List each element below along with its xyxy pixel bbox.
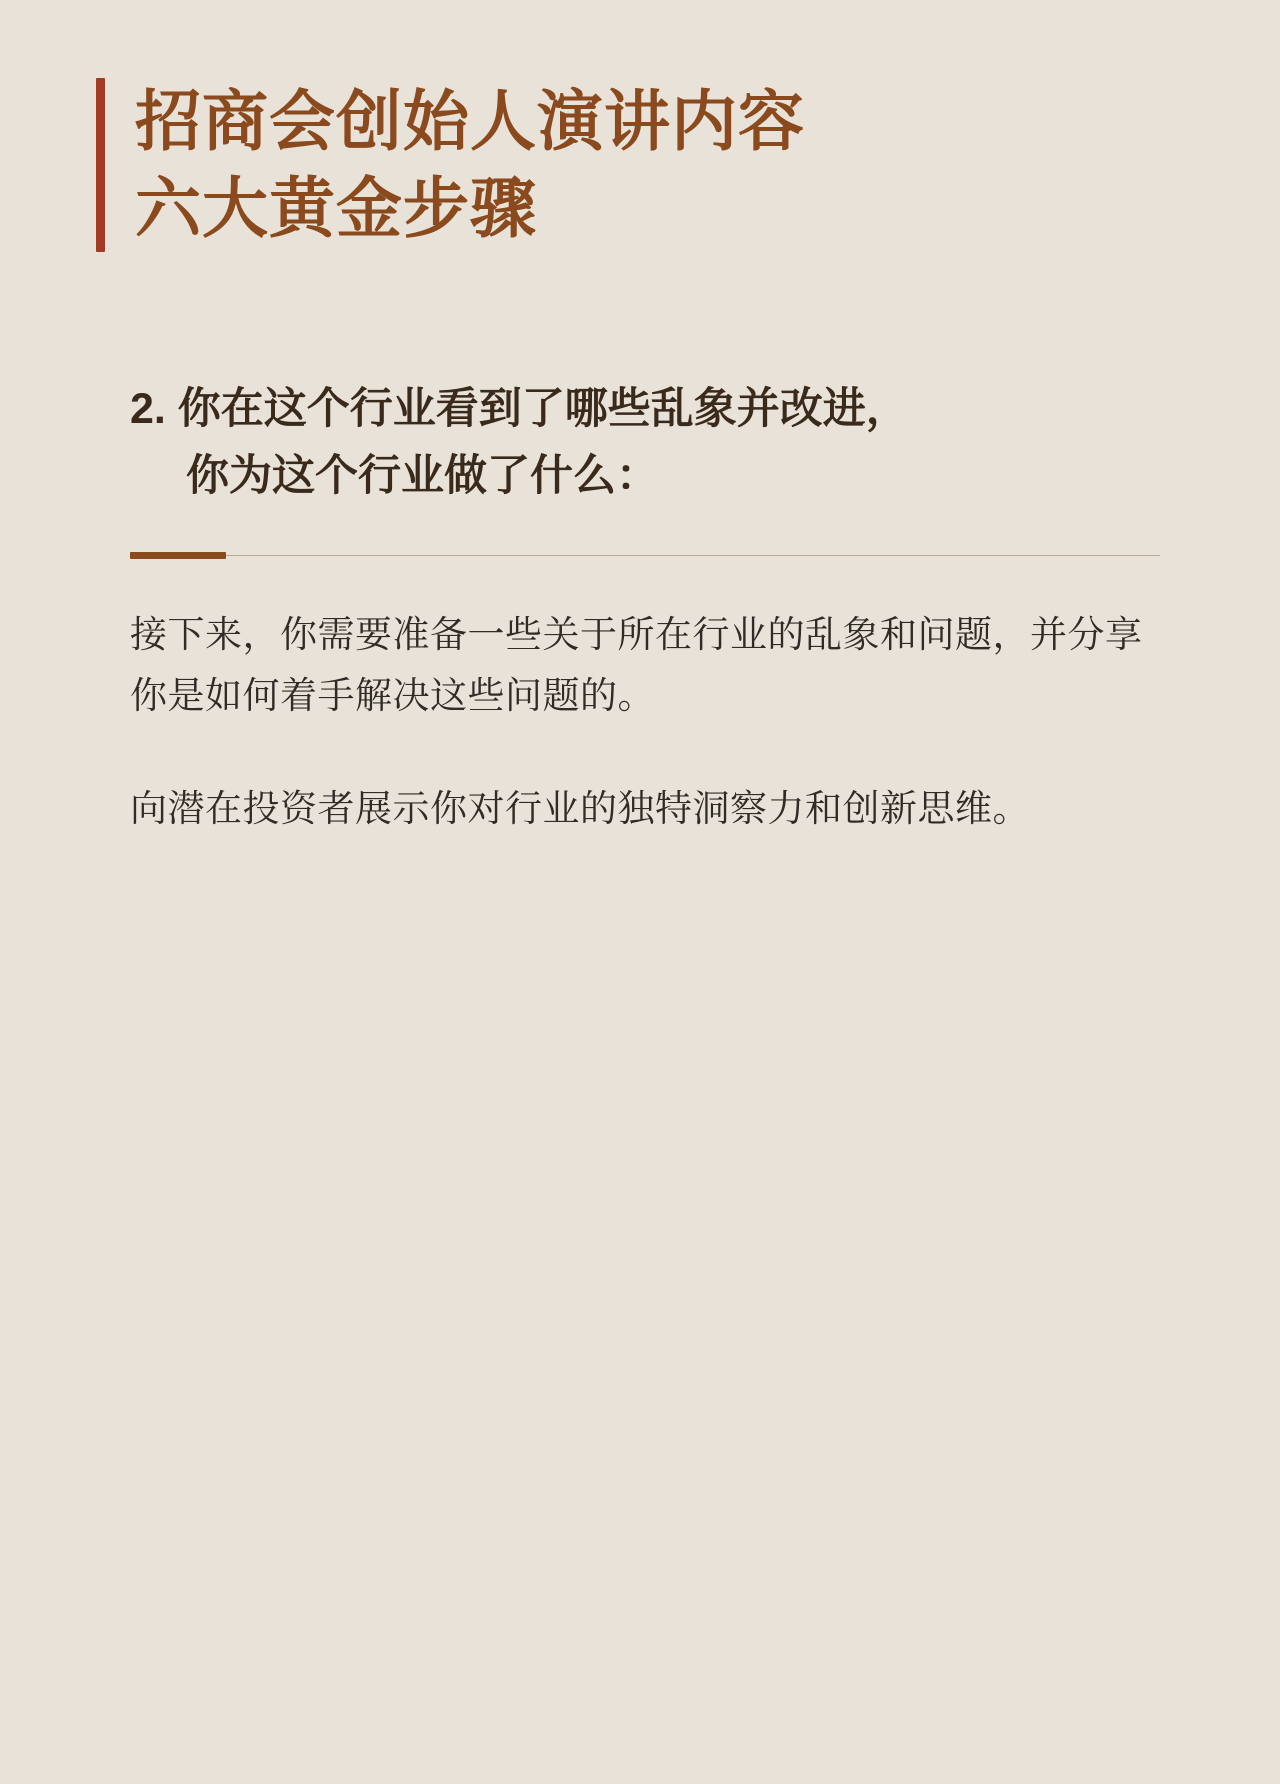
question-heading-line-2: 你为这个行业做了什么： (186, 451, 659, 500)
question-heading (130, 376, 1190, 509)
question-block (0, 376, 1280, 509)
header-titles (135, 78, 805, 252)
body-copy (0, 604, 1280, 840)
header-accent-bar (96, 78, 105, 252)
question-heading-line-1: 2. 你在这个行业看到了哪些乱象并改进， (130, 385, 909, 434)
divider-accent (130, 552, 226, 559)
page-title-line-1: 招商会创始人演讲内容 (135, 84, 805, 158)
header (0, 78, 1280, 252)
section-divider (0, 552, 1280, 558)
page-title-line-2: 六大黄金步骤 (135, 171, 537, 246)
body-paragraph-2: 向潜在投资者展示你对行业的独特洞察力和创新思维。 (130, 788, 1030, 830)
poster-page (0, 78, 1280, 1784)
body-paragraph-1: 接下来，你需要准备一些关于所在行业的乱象和问题，并分享你是如何着手解决这些问题的。 (130, 613, 1143, 716)
divider-line (130, 555, 1160, 556)
